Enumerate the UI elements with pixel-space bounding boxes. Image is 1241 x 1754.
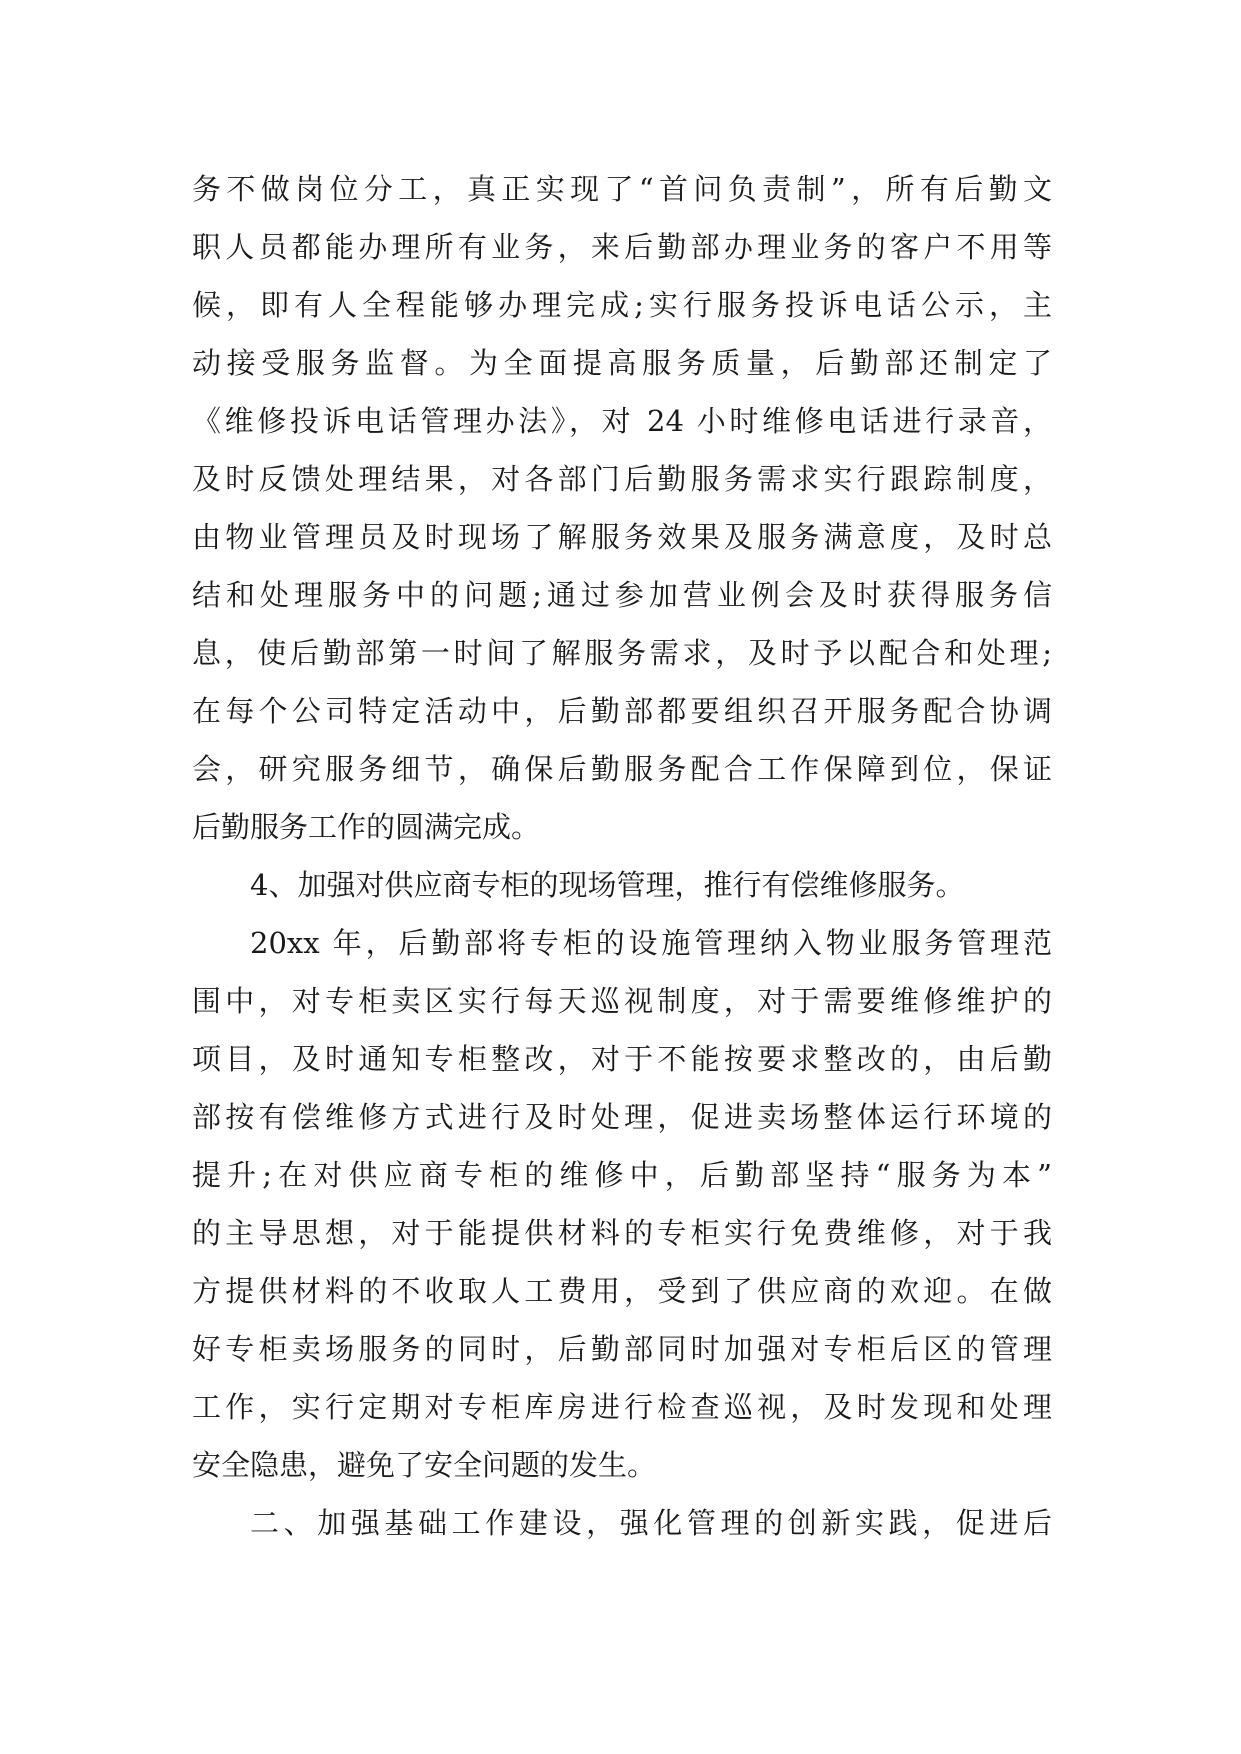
text-line: 职人员都能办理所有业务，来后勤部办理业务的客户不用等 [192,230,1052,264]
text-line: 部按有偿维修方式进行及时处理，促进卖场整体运行环境的 [192,1100,1052,1134]
text-line: 好专柜卖场服务的同时，后勤部同时加强对专柜后区的管理 [192,1332,1052,1366]
text-line: 会，研究服务细节，确保后勤服务配合工作保障到位，保证 [192,752,1052,786]
text-line: 动接受服务监督。为全面提高服务质量，后勤部还制定了 [192,346,1052,380]
text-line: 方提供材料的不收取人工费用，受到了供应商的欢迎。在做 [192,1274,1052,1308]
text-line: 由物业管理员及时现场了解服务效果及服务满意度，及时总 [192,520,1052,554]
text-line: 息，使后勤部第一时间了解服务需求，及时予以配合和处理; [192,636,1052,670]
text-line: 及时反馈处理结果，对各部门后勤服务需求实行跟踪制度， [192,462,1052,496]
text-line: 结和处理服务中的问题;通过参加营业例会及时获得服务信 [192,578,1052,612]
text-line: 《维修投诉电话管理办法》，对 24 小时维修电话进行录音， [192,404,1052,438]
section-heading: 二、加强基础工作建设，强化管理的创新实践，促进后 [250,1506,1052,1540]
text-line: 候，即有人全程能够办理完成;实行服务投诉电话公示，主 [192,288,1052,322]
text-line: 工作，实行定期对专柜库房进行检查巡视，及时发现和处理 [192,1390,1052,1424]
text-line: 务不做岗位分工，真正实现了“首问负责制”，所有后勤文 [192,172,1052,206]
text-line: 提升;在对供应商专柜的维修中，后勤部坚持“服务为本” [192,1158,1052,1192]
section-heading: 4、加强对供应商专柜的现场管理，推行有偿维修服务。 [250,868,965,902]
text-line: 后勤服务工作的圆满完成。 [192,810,541,844]
text-line: 围中，对专柜卖区实行每天巡视制度，对于需要维修维护的 [192,984,1052,1018]
text-line: 在每个公司特定活动中，后勤部都要组织召开服务配合协调 [192,694,1052,728]
body-text [192,160,1052,1552]
text-line: 20xx 年，后勤部将专柜的设施管理纳入物业服务管理范 [250,926,1052,960]
text-line: 安全隐患，避免了安全问题的发生。 [192,1448,657,1482]
text-line: 项目，及时通知专柜整改，对于不能按要求整改的，由后勤 [192,1042,1052,1076]
text-line: 的主导思想，对于能提供材料的专柜实行免费维修，对于我 [192,1216,1052,1250]
